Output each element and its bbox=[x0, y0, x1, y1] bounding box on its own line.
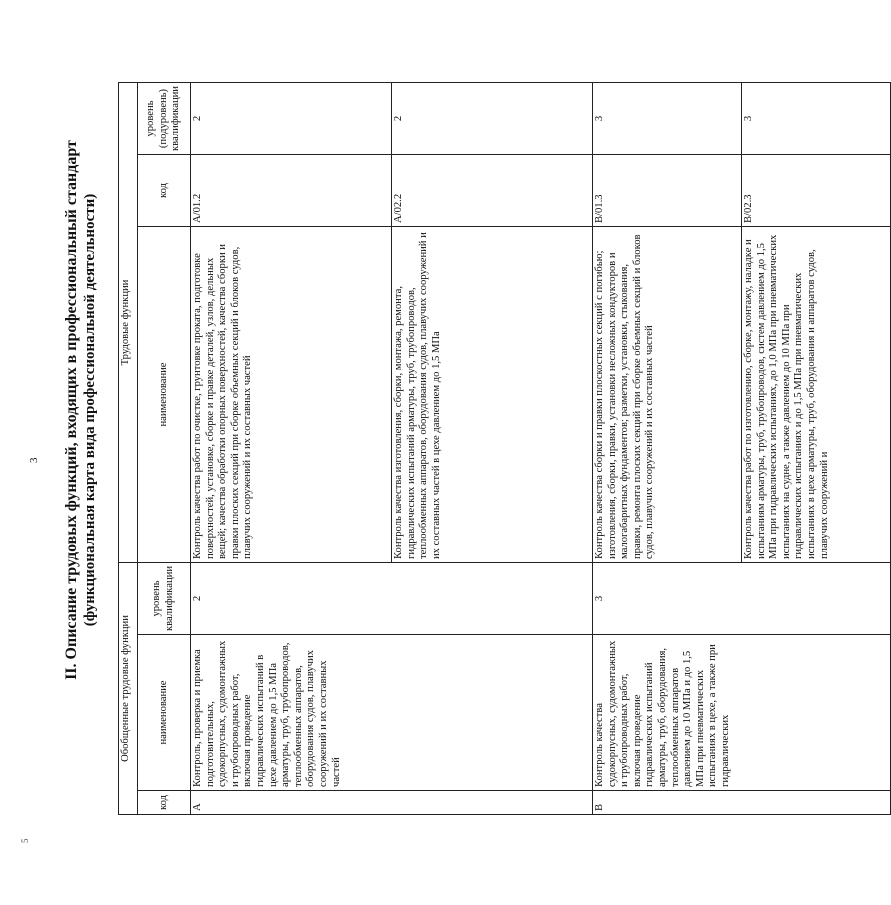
function-name bbox=[392, 227, 593, 563]
generalized-name bbox=[593, 635, 891, 791]
margin-mark: 5 bbox=[20, 838, 30, 843]
generalized-level: 3 bbox=[593, 563, 891, 635]
header-level: уровень квалификации bbox=[138, 563, 191, 635]
header-row-2 bbox=[138, 83, 191, 815]
functional-map-table bbox=[118, 82, 891, 815]
header-generalized: Обобщенные трудовые функции bbox=[119, 563, 138, 815]
section-title bbox=[62, 65, 100, 755]
header-code: код bbox=[138, 791, 191, 815]
table-row bbox=[191, 83, 392, 815]
function-code: B/02.3 bbox=[742, 155, 891, 227]
function-name bbox=[742, 227, 891, 563]
header-tf-name: наименование bbox=[138, 227, 191, 563]
function-name-text: Контроль качества работ по очистке, грунтовке проката, подготовке поверхностей, установке, сборке и правке деталей, узлов, дельных вещей; качества обработки опорных поверхностей, качества сборки и правки плоских секций при сборке объемных секций и блоков судов, плавучих сооружений и их составных частей bbox=[192, 244, 254, 560]
generalized-code: A bbox=[191, 791, 593, 815]
generalized-code: B bbox=[593, 791, 891, 815]
function-name bbox=[593, 227, 742, 563]
header-row-1 bbox=[119, 83, 138, 815]
function-level: 3 bbox=[742, 83, 891, 155]
header-labor-functions: Трудовые функции bbox=[119, 83, 138, 563]
function-name-text: Контроль качества работ по изготовлению, сборке, монтажу, наладке и испытаниям арматуры, труб, трубопроводов, систем давлением до 1,5 МПа при гидравлических испытаниях, до 1,0 МПа при пневматических испытаниях на судне, а также давлением до 10 МПа при гидравлических испытаниях и до 1,5 МПа при пневматических испытаниях в цехе арматуры, труб, оборудования и аппаратов судов, плавучих сооружений и bbox=[743, 234, 830, 560]
function-level: 2 bbox=[191, 83, 392, 155]
generalized-level: 2 bbox=[191, 563, 593, 635]
function-level: 2 bbox=[392, 83, 593, 155]
header-tf-code: код bbox=[138, 155, 191, 227]
table-row bbox=[593, 83, 742, 815]
function-name-text: Контроль качества сборки и правки плоскостных секций с погибью; изготовления, сборки, правки, установки несложных кондукторов и малогабаритных фундаментов; разметки, установки, стыкования, правки, ремонта плоских секций при сборке объемных секций и блоков судов, плавучих сооружений и их составных частей bbox=[594, 234, 656, 560]
header-tf-level: уровень (подуровень) квалификации bbox=[138, 83, 191, 155]
generalized-name bbox=[191, 635, 593, 791]
generalized-name-text: Контроль качества судокорпусных, судомонтажных и трубопроводных работ, включая проведение гидравлических испытаний арматуры, труб, оборудования, теплообменных аппаратов давлением до 10 МПа и до 1,5 МПа при пневматических испытаниях в цехе, а также при гидравлических bbox=[594, 640, 731, 787]
function-code: B/01.3 bbox=[593, 155, 742, 227]
function-level: 3 bbox=[593, 83, 742, 155]
title-line-2: (функциональная карта вида профессиональной деятельности) bbox=[82, 193, 98, 627]
function-name bbox=[191, 227, 392, 563]
page-number: 3 bbox=[28, 457, 40, 463]
header-name: наименование bbox=[138, 635, 191, 791]
function-name-text: Контроль качества изготовления, сборки, монтажа, ремонта, гидравлических испытаний арматуры, труб, трубопроводов, теплообменных аппаратов, оборудования судов, плавучих сооружений и их составных частей в цехе давлением до 1,5 МПа bbox=[393, 232, 442, 560]
function-code: A/01.2 bbox=[191, 155, 392, 227]
title-line-1: II. Описание трудовых функций, входящих в профессиональный стандарт bbox=[63, 140, 80, 680]
function-code: A/02.2 bbox=[392, 155, 593, 227]
generalized-name-text: Контроль, проверка и приемка подготовительных, судокорпусных, судомонтажных и трубопроводных работ, включая проведение гидравлических испытаний в цехе давлением до 1,5 МПа арматуры, труб, трубопроводов, теплообменных аппаратов, оборудования судов, плавучих сооружений и их составных частей bbox=[192, 640, 342, 787]
